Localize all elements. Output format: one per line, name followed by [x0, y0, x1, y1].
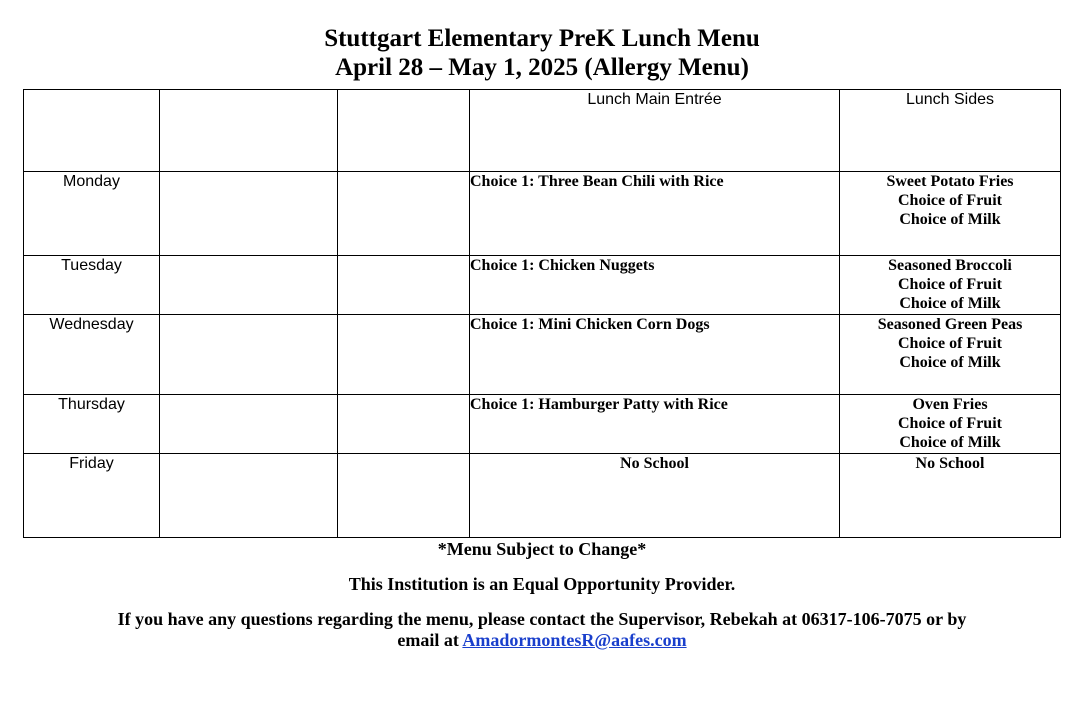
contact-line-2: [0, 630, 1084, 651]
change-notice: *Menu Subject to Change*: [437, 539, 647, 559]
sides-cell: [840, 256, 1061, 315]
side-item: Sweet Potato Fries: [886, 173, 1014, 190]
side-item: Choice of Milk: [899, 354, 1001, 371]
entree-cell: Choice 1: Hamburger Patty with Rice: [470, 395, 840, 454]
empty-cell: [160, 395, 338, 454]
empty-cell: [338, 172, 470, 256]
header-cell-blank-2: [338, 90, 470, 172]
entree-cell: Choice 1: Three Bean Chili with Rice: [470, 172, 840, 256]
title-line-2: April 28 – May 1, 2025 (Allergy Menu): [335, 54, 749, 81]
side-item: Choice of Fruit: [898, 276, 1002, 293]
sides-cell: [840, 395, 1061, 454]
header-cell-day: [24, 90, 160, 172]
contact-line-1: If you have any questions regarding the menu, please contact the Supervisor, Rebekah at 06317-106-7075 or by: [117, 609, 967, 629]
empty-cell: [338, 315, 470, 395]
side-item: Choice of Fruit: [898, 335, 1002, 352]
table-row-wednesday: [24, 315, 1061, 395]
side-item: Choice of Milk: [899, 211, 1001, 228]
email-link[interactable]: AmadormontesR@aafes.com: [462, 630, 687, 650]
sides-cell: [840, 454, 1061, 538]
entree-cell: Choice 1: Mini Chicken Corn Dogs: [470, 315, 840, 395]
day-cell: Tuesday: [24, 256, 160, 315]
title-line-1: Stuttgart Elementary PreK Lunch Menu: [324, 25, 760, 52]
empty-cell: [338, 395, 470, 454]
sides-cell: [840, 172, 1061, 256]
empty-cell: [160, 315, 338, 395]
side-item: Choice of Milk: [899, 434, 1001, 451]
header-cell-blank-1: [160, 90, 338, 172]
empty-cell: [338, 454, 470, 538]
day-cell: Thursday: [24, 395, 160, 454]
side-item: Choice of Fruit: [898, 415, 1002, 432]
header-cell-sides: Lunch Sides: [840, 90, 1061, 172]
day-cell: Monday: [24, 172, 160, 256]
page-title: [0, 24, 1084, 82]
sides-cell: [840, 315, 1061, 395]
day-cell: Wednesday: [24, 315, 160, 395]
side-item: No School: [915, 455, 985, 472]
side-item: Oven Fries: [912, 396, 988, 413]
empty-cell: [160, 256, 338, 315]
equal-opportunity-statement: This Institution is an Equal Opportunity Provider.: [348, 574, 736, 594]
empty-cell: [338, 256, 470, 315]
side-item: Choice of Milk: [899, 295, 1001, 312]
table-row-tuesday: [24, 256, 1061, 315]
table-row-thursday: [24, 395, 1061, 454]
empty-cell: [160, 172, 338, 256]
side-item: Seasoned Broccoli: [888, 257, 1012, 274]
entree-cell: No School: [470, 454, 840, 538]
table-row-friday: [24, 454, 1061, 538]
empty-cell: [160, 454, 338, 538]
side-item: Seasoned Green Peas: [877, 316, 1023, 333]
contact-email-prefix: email at: [397, 630, 459, 650]
lunch-menu-table: [23, 89, 1061, 538]
side-item: Choice of Fruit: [898, 192, 1002, 209]
entree-cell: Choice 1: Chicken Nuggets: [470, 256, 840, 315]
table-row-monday: [24, 172, 1061, 256]
contact-info: [0, 609, 1084, 651]
table-header-row: [24, 90, 1061, 172]
header-cell-entree: Lunch Main Entrée: [470, 90, 840, 172]
day-cell: Friday: [24, 454, 160, 538]
